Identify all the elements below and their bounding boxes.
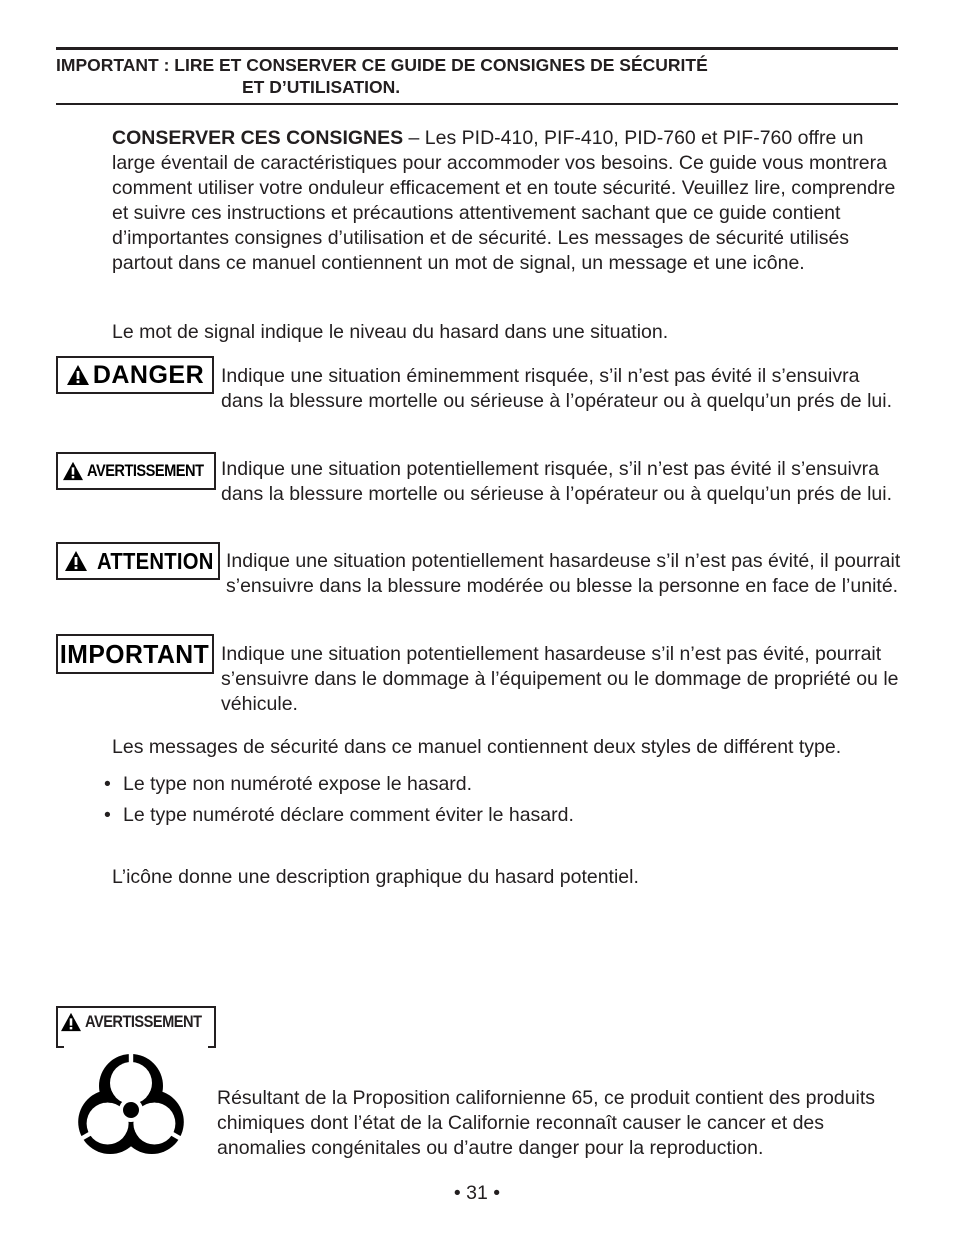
heading-line-1: IMPORTANT : LIRE ET CONSERVER CE GUIDE DE CONSIGNES DE SÉCURITÉ (56, 55, 708, 75)
signal-word-intro: Le mot de signal indique le niveau du hasard dans une situation. (112, 320, 669, 343)
warning-triangle-icon (60, 1012, 82, 1032)
avertissement-badge (56, 452, 216, 490)
attention-label: ATTENTION (97, 547, 214, 574)
warning-triangle-icon (64, 550, 88, 572)
list-item-text: Le type numéroté déclare comment éviter le hasard. (123, 804, 574, 826)
prop65-warning-frame (56, 1006, 216, 1046)
header-top-rule (56, 47, 898, 50)
biohazard-icon (70, 1046, 192, 1174)
danger-badge (56, 356, 214, 394)
warning-triangle-icon (66, 364, 90, 386)
avertissement-label: AVERTISSEMENT (87, 461, 204, 480)
list-item (104, 772, 472, 797)
danger-label: DANGER (92, 360, 205, 389)
page-heading (56, 54, 898, 98)
heading-line-2: ET D’UTILISATION. (242, 77, 401, 97)
bullet-symbol: • (104, 773, 111, 795)
intro-text: – Les PID-410, PIF-410, PID-760 et PIF-760 offre un large éventail de caractéristiques pour accommoder vos besoins. Ce guide vous montrera comment utiliser votre onduleur efficacement et en toute sécurité. Veuillez lire, comprendre et suivre ces instructions et précautions attentivement sachant que ce guide contient d’importantes consignes d’utilisation et de sécurité. Les messages de sécurité utilisés partout dans ce manuel contiennent un mot de signal, un message et une icône. (112, 126, 896, 274)
prop65-warning-label: AVERTISSEMENT (85, 1012, 202, 1031)
prop65-text: Résultant de la Proposition californienne 65, ce produit contient des produits chimiques dont l’état de la Californie reconnaît causer le cancer et des anomalies congénitales ou d’autre danger pour la reproduction. (217, 1086, 875, 1159)
important-label: IMPORTANT (60, 638, 210, 669)
header-bottom-rule (56, 103, 898, 105)
list-item (104, 803, 574, 828)
important-description: Indique une situation potentiellement hasardeuse s’il n’est pas évité, pourrait s’ensuivre dans le dommage à l’équipement ou le dommage de propriété ou le véhicule. (221, 642, 899, 715)
icon-description: L’icône donne une description graphique du hasard potentiel. (112, 865, 639, 888)
attention-description: Indique une situation potentiellement hasardeuse s’il n’est pas évité, il pourrait s’ensuivre dans la blessure modérée ou blesse la personne en face de l’unité. (226, 549, 901, 597)
danger-description: Indique une situation éminemment risquée, s’il n’est pas évité il s’ensuivra dans la blessure mortelle ou sérieuse à l’opérateur ou à quelqu’un prés de lui. (221, 364, 892, 412)
important-badge (56, 634, 214, 674)
page-number: • 31 • (453, 1182, 501, 1204)
message-styles-intro: Les messages de sécurité dans ce manuel contiennent deux styles de différent type. (112, 735, 842, 758)
list-item-text: Le type non numéroté expose le hasard. (123, 773, 473, 795)
bullet-symbol: • (104, 804, 111, 826)
intro-paragraph (112, 126, 902, 276)
avertissement-description: Indique une situation potentiellement risquée, s’il n’est pas évité il s’ensuivra dans la blessure mortelle ou sérieuse à l’opérateur ou à quelqu’un prés de lui. (221, 457, 892, 505)
intro-lead: CONSERVER CES CONSIGNES (112, 126, 404, 149)
warning-triangle-icon (62, 461, 84, 481)
attention-badge (56, 542, 220, 580)
prop65-warning-badge (60, 1012, 220, 1032)
